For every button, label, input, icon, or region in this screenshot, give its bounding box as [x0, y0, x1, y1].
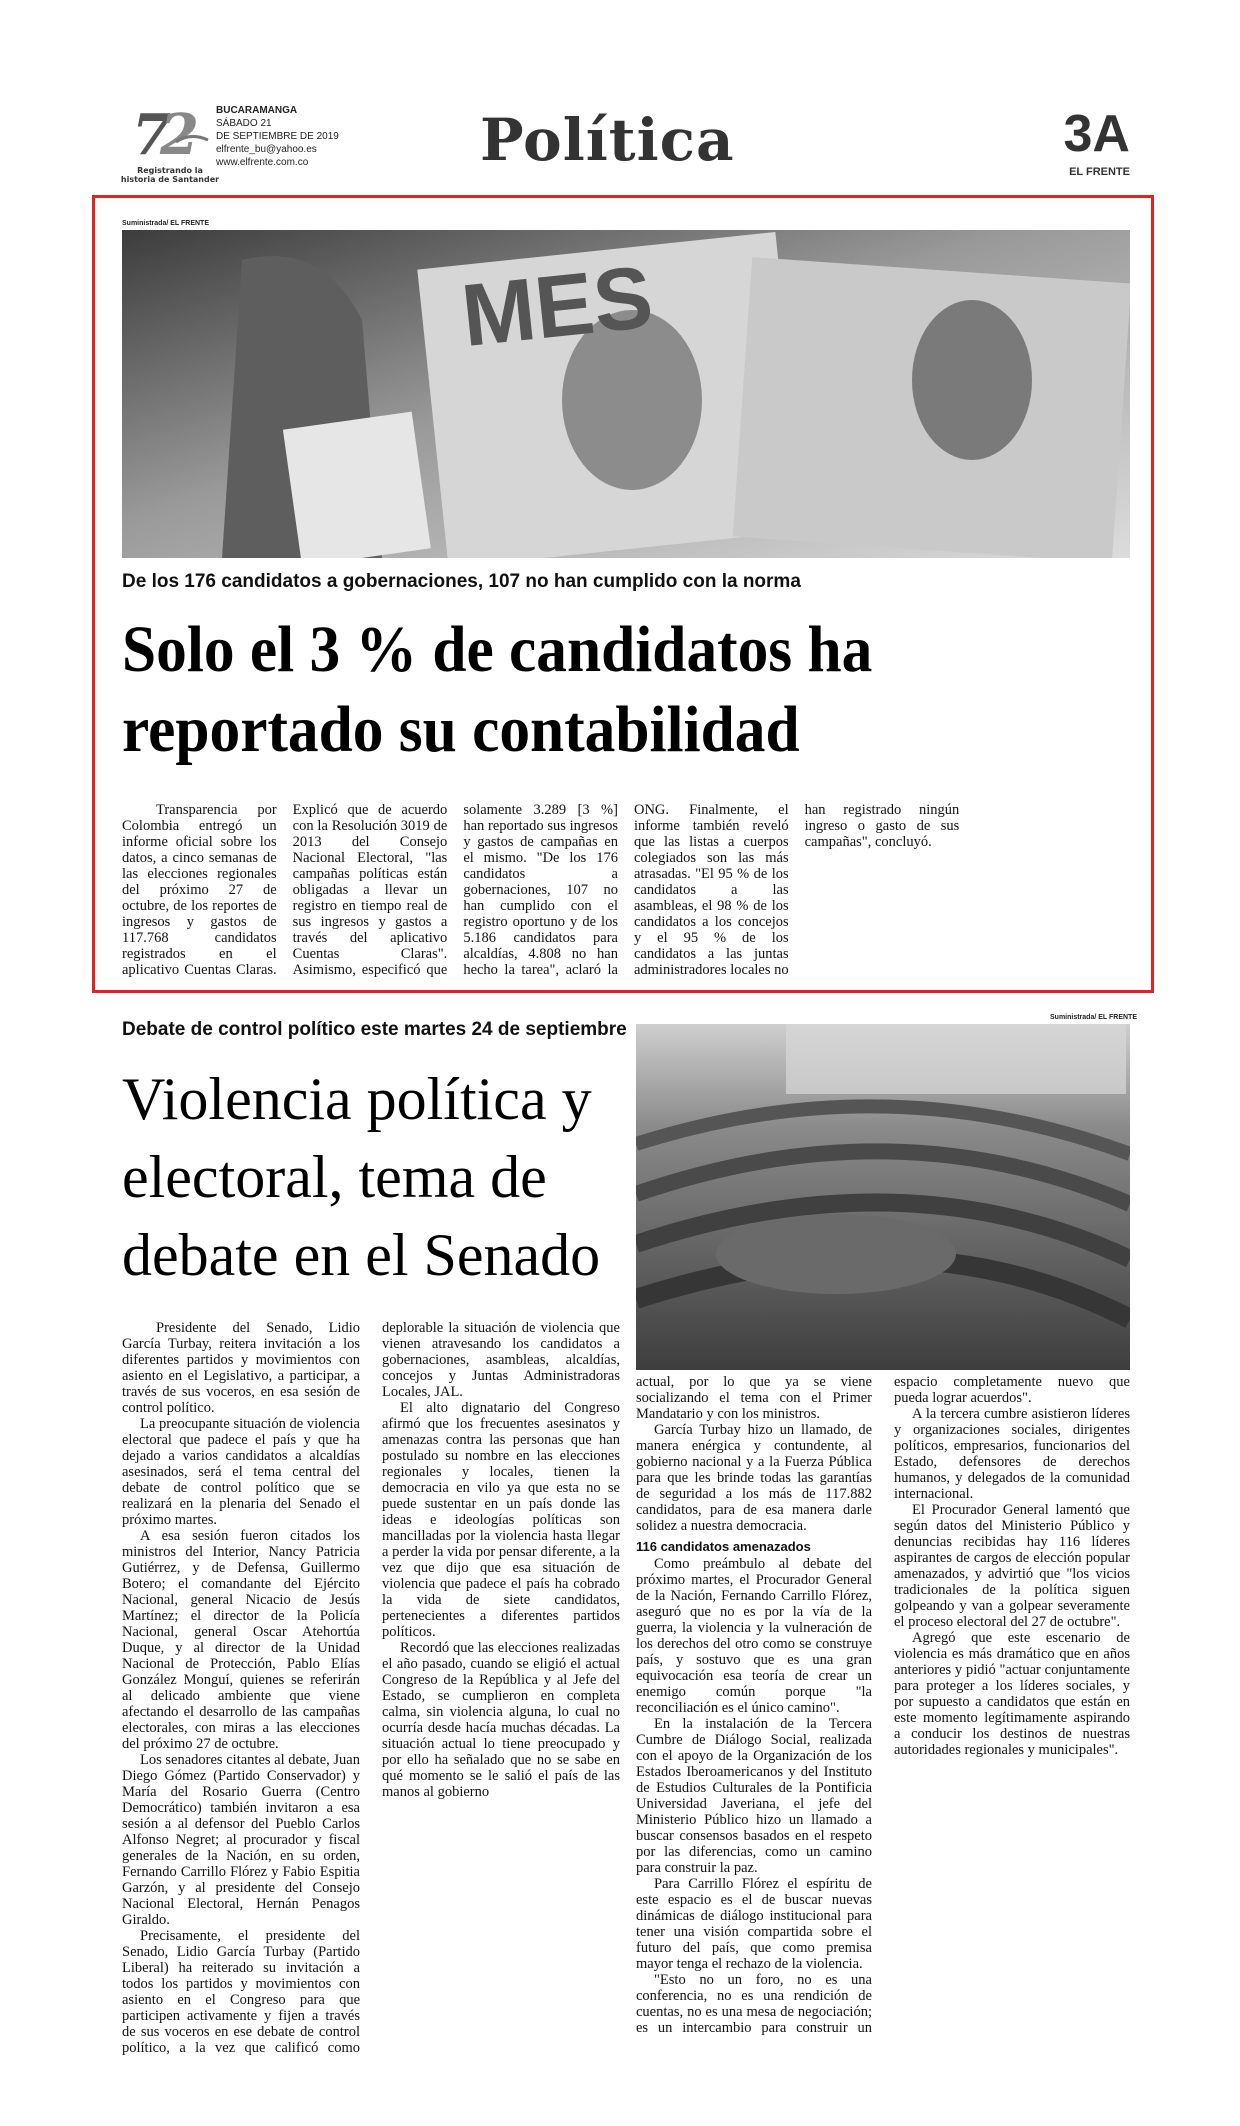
story2-paragraph: En la instalación de la Tercera Cumbre de Diálogo Social, realizada con el apoyo de la Organización de los Estados Iberoamericanos y del Instituto de Estudios Culturales de la Pontificia Universidad Javeriana, el jefe del Ministerio Público hizo un llamado a buscar consensos basados en el respeto por las diferencias, como un camino para construir la paz.: [636, 1716, 872, 1876]
newspaper-logo: [130, 102, 210, 164]
story2-paragraph: García Turbay hizo un llamado, de manera enérgica y contundente, al gobierno nacional y a la Fuerza Pública para que les brinde todas las garantías de seguridad a los más de 117.882 candidatos, para de esa manera darle solidez a nuestra democracia.: [636, 1422, 872, 1534]
story2-headline: Violencia política y electoral, tema de debate en el Senado: [122, 1066, 601, 1288]
masthead-website[interactable]: www.elfrente.com.co: [216, 157, 309, 168]
page-number: 3A: [1063, 105, 1130, 163]
story2-body-left: [122, 1320, 620, 2056]
story2-kicker: Debate de control político este martes 24 de septiembre: [122, 1019, 627, 1040]
story2-subhead: 116 candidatos amenazados: [636, 1539, 811, 1554]
story2-paragraph: Presidente del Senado, Lidio García Turbay, reitera invitación a los diferentes partidos y movimientos con asiento en el Legislativo, a participar, a través de sus voceros, en esa sesión de control político.: [122, 1320, 360, 1416]
svg-text:7: 7: [132, 102, 171, 164]
masthead-date-line1: SÁBADO 21: [216, 118, 272, 129]
story2-paragraph: "Esto no un foro, no es una conferencia, no es una rendición de cuentas, no es una mesa de negociación; es un intercambio para construir un espacio completamente nuevo que pueda lograr acuerdos".: [636, 1374, 1130, 2036]
story2-paragraph: Recordó que las elecciones realizadas el año pasado, cuando se eligió el actual Congreso de la República y al Jefe del Estado, se cumplieron en completa calma, sin violencia alguna, lo cual no ocurría desde hacía muchas décadas. La situación actual lo tiene preocupado y por ello ha señalado que no se sabe en qué momento se le salió el país de las manos al gobierno: [382, 1640, 620, 1800]
paper-name: EL FRENTE: [1069, 166, 1130, 178]
logo-caption: Registrando la historia de Santander: [120, 166, 220, 184]
senate-chamber-photo: [636, 1024, 1130, 1370]
masthead-date-line2: DE SEPTIEMBRE DE 2019: [216, 131, 339, 142]
ballot-photo: [122, 230, 1130, 558]
story1-kicker: De los 176 candidatos a gobernaciones, 107 no han cumplido con la norma: [122, 571, 801, 592]
story2-paragraph: actual, por lo que ya se viene socializando el tema con el Primer Mandatario y con los ministros.: [636, 1374, 872, 1422]
story1-body: [122, 802, 1130, 980]
story2-paragraph: Como preámbulo al debate del próximo martes, el Procurador General de la Nación, Fernando Carrillo Flórez, aseguró que no es por la vía de la guerra, la violencia y la vulneración de los derechos del otro como se construye país, y sostuvo que es una gran equivocación esa teoría de crear un enemigo común porque "la reconciliación es el único camino".: [636, 1556, 872, 1716]
masthead-info: [216, 104, 339, 169]
masthead-email[interactable]: elfrente_bu@yahoo.es: [216, 144, 317, 155]
story2-paragraph: El alto dignatario del Congreso afirmó que los frecuentes asesinatos y amenazas contra las personas que han postulado su nombre en las elecciones regionales y locales, tienen la democracia en vilo ya que esta no se puede sustentar en un país donde las ideas e ideologías políticas son mancilladas por la violencia hasta llegar a perder la vida por pensar diferente, a la vez que dijo que esa situación de violencia que padece el país ha cobrado la vida de siete candidatos, pertenecientes a diferentes partidos políticos.: [382, 1400, 620, 1640]
story2-paragraph: Precisamente, el presidente del Senado, Lidio García Turbay (Partido Liberal) ha reiterado su invitación a todos los partidos y movimientos con asiento en el Congreso para que participen activamente y fijen a través de sus voceros en ese debate de control político, a la vez que calificó como deplorable la situación de violencia que vienen atravesando los candidatos a gobernaciones, asambleas, alcaldías, concejos y Juntas Administradoras Locales, JAL.: [122, 1320, 620, 2056]
story2-paragraph: La preocupante situación de violencia electoral que padece el país y que ha dejado a varios candidatos a alcaldías asesinados, será el tema central del debate de control político que se realizará en la plenaria del Senado el próximo martes.: [122, 1416, 360, 1528]
story2-paragraph: A esa sesión fueron citados los ministros del Interior, Nancy Patricia Gutiérrez, y de Defensa, Guillermo Botero; el comandante del Ejército Nacional, general Nicacio de Jesús Martínez; el director de la Policía Nacional, general Oscar Atehortúa Duque, y al director de la Unidad Nacional de Protección, Pablo Elías González Monguí, quienes se referirán al delicado ambiente que viene afectando el desarrollo de las campañas electorales, con miras a las elecciones del próximo 27 de octubre.: [122, 1528, 360, 1752]
story2-paragraph: El Procurador General lamentó que según datos del Ministerio Público y denuncias recibidas hay 116 líderes aspirantes de cargos de elección popular amenazados, y advirtió que "los vicios tradicionales de la política siguen golpeando y van a golpear severamente el proceso electoral del 27 de octubre".: [894, 1502, 1130, 1630]
story2-paragraph: Para Carrillo Flórez el espíritu de este espacio es el de buscar nuevas dinámicas de diálogo institucional para tener una visión compartida sobre el futuro del país, que como premisa mayor tenga el rechazo de la violencia.: [636, 1876, 872, 1972]
section-title: Política: [480, 106, 735, 174]
photo-credit: Suministrada/ EL FRENTE: [122, 220, 209, 227]
story2-paragraph: Los senadores citantes al debate, Juan Diego Gómez (Partido Conservador) y María del Rosario Guerra (Centro Democrático) también invitaron a esa sesión a al defensor del Pueblo Carlos Alfonso Negret; al procurador y fiscal generales de la Nación, en su orden, Fernando Carrillo Flórez y Fabio Espitia Garzón, y al presidente del Consejo Nacional Electoral, Hernán Penagos Giraldo.: [122, 1752, 360, 1928]
photo2-credit: Suministrada/ EL FRENTE: [1050, 1014, 1137, 1021]
story2-paragraph: Agregó que este escenario de violencia es más dramático que en años anteriores y pidió "actuar conjuntamente para proteger a los líderes sociales, y por supuesto a candidatos que están en este momento legítimamente aspirando a conducir los destinos de nuestras autoridades regionales y municipales".: [894, 1630, 1130, 1758]
story2-paragraph: A la tercera cumbre asistieron líderes y organizaciones sociales, dirigentes políticos, empresarios, funcionarios del Estado, defensores de derechos humanos, y delegados de la comunidad internacional.: [894, 1406, 1130, 1502]
story1-headline: Solo el 3 % de candidatos ha reportado su contabilidad: [122, 613, 873, 766]
masthead-city: BUCARAMANGA: [216, 105, 298, 116]
svg-text:MES: MES: [457, 246, 658, 366]
story1-body-text: Transparencia por Colombia entregó un informe oficial sobre los datos, a cinco semanas de las elecciones regionales del próximo 27 de octubre, de los reportes de ingresos y gastos de 117.768 candidatos registrados en el aplicativo Cuentas Claras. Explicó que de acuerdo con la Resolución 3019 de 2013 del Consejo Nacional Electoral, "las campañas políticas están obligadas a llevar un registro en tiempo real de sus ingresos y gastos a través del aplicativo Cuentas Claras". Asimismo, especificó que solamente 3.289 [3 %] han reportado sus ingresos y gastos de campañas en el mismo. "De los 176 candidatos a gobernaciones, 107 no han cumplido con el registro oportuno y de los 5.186 candidatos para alcaldías, 4.808 no han hecho la tarea", aclaró la ONG. Finalmente, el informe también reveló que las listas a cuerpos colegiados son las más atrasadas. "El 95 % de los candidatos a las asambleas, el 98 % de los candidatos a los concejos y el 95 % de los candidatos a las juntas administradores locales no han registrado ningún ingreso o gasto de sus campañas", concluyó.: [122, 802, 960, 978]
svg-text:2: 2: [160, 102, 199, 164]
story2-body-right: [636, 1374, 1130, 2056]
